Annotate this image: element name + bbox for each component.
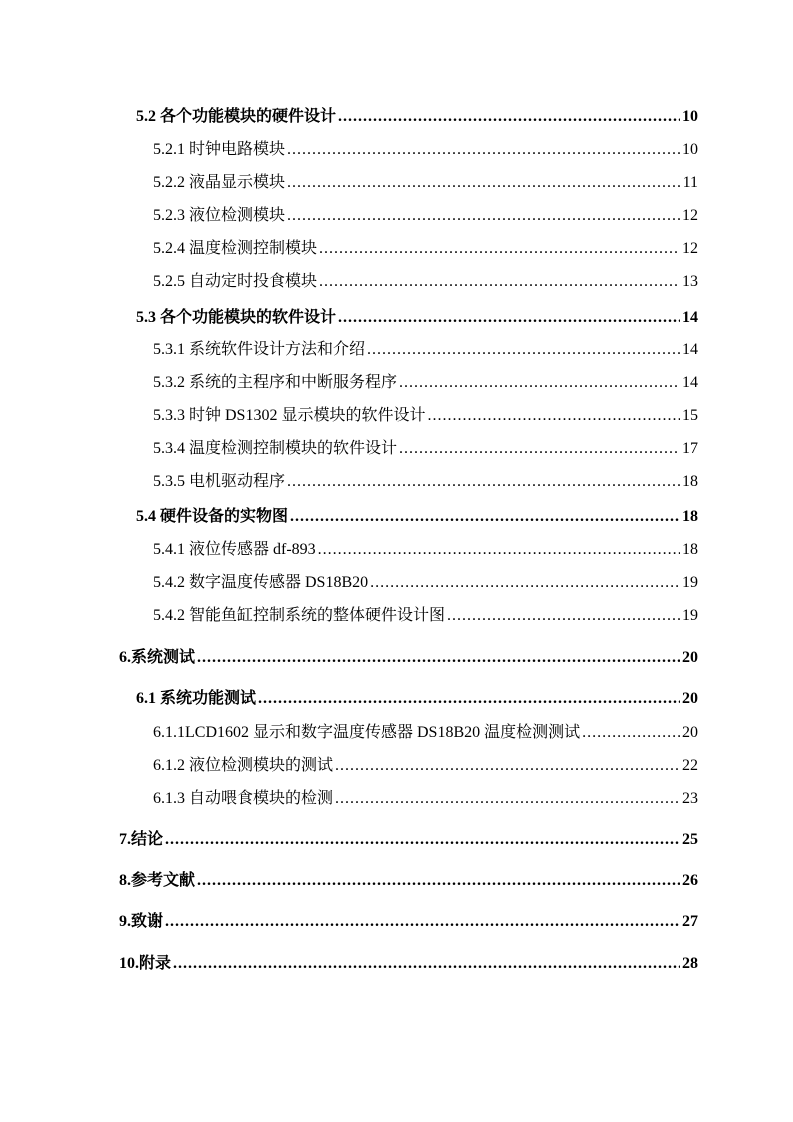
- dot-leader: [367, 338, 680, 362]
- toc-entry-page: 14: [682, 374, 698, 391]
- dot-leader: [427, 404, 680, 428]
- toc-entry-title: 5.3.3 时钟 DS1302 显示模块的软件设计: [153, 407, 426, 424]
- toc-entry-title: 6.1.2 液位检测模块的测试: [153, 757, 334, 774]
- dot-leader: [370, 571, 680, 595]
- dot-leader: [287, 138, 680, 162]
- toc-entry-5-3-3[interactable]: [153, 404, 698, 428]
- toc-entry-title: 6.1.1LCD1602 显示和数字温度传感器 DS18B20 温度检测测试: [153, 724, 581, 741]
- dot-leader: [447, 604, 680, 628]
- dot-leader: [287, 171, 681, 195]
- toc-entry-title: 5.3 各个功能模块的软件设计: [136, 309, 337, 326]
- toc-entry-title: 5.2.5 自动定时投食模块: [153, 273, 318, 290]
- toc-entry-9[interactable]: [119, 910, 698, 934]
- dot-leader: [335, 754, 680, 778]
- toc-entry-page: 17: [682, 440, 698, 457]
- toc-entry-6-1-2[interactable]: [153, 754, 698, 778]
- toc-entry-page: 19: [682, 607, 698, 624]
- toc-entry-title: 5.2.2 液晶显示模块: [153, 174, 286, 191]
- toc-entry-5-3-5[interactable]: [153, 470, 698, 494]
- toc-entry-6-1[interactable]: [136, 687, 698, 711]
- toc-entry-page: 20: [682, 724, 698, 741]
- toc-entry-10[interactable]: [119, 952, 698, 976]
- toc-entry-title: 5.3.1 系统软件设计方法和介绍: [153, 341, 366, 358]
- toc-entry-5-4[interactable]: [136, 505, 698, 529]
- toc-entry-title: 10.附录: [119, 955, 172, 972]
- dot-leader: [290, 505, 680, 529]
- toc-entry-title: 5.2.4 温度检测控制模块: [153, 240, 318, 257]
- toc-entry-page: 13: [682, 273, 698, 290]
- dot-leader: [399, 437, 680, 461]
- toc-entry-title: 5.3.2 系统的主程序和中断服务程序: [153, 374, 398, 391]
- dot-leader: [319, 270, 680, 294]
- toc-entry-title: 6.系统测试: [119, 649, 196, 666]
- toc-entry-6[interactable]: [119, 646, 698, 670]
- toc-entry-title: 5.3.4 温度检测控制模块的软件设计: [153, 440, 398, 457]
- toc-entry-6-1-1[interactable]: [153, 721, 698, 745]
- dot-leader: [319, 237, 680, 261]
- toc-entry-page: 22: [682, 757, 698, 774]
- toc-entry-page: 10: [682, 108, 698, 125]
- toc-entry-page: 26: [682, 872, 698, 889]
- toc-entry-title: 6.1.3 自动喂食模块的检测: [153, 790, 334, 807]
- toc-entry-page: 20: [682, 649, 698, 666]
- dot-leader: [338, 306, 680, 330]
- toc-entry-5-3-4[interactable]: [153, 437, 698, 461]
- toc-entry-page: 14: [682, 309, 698, 326]
- dot-leader: [197, 646, 680, 670]
- toc-entry-title: 5.4.1 液位传感器 df-893: [153, 541, 316, 558]
- toc-entry-5-2-2[interactable]: [153, 171, 698, 195]
- toc-entry-title: 8.参考文献: [119, 872, 196, 889]
- toc-entry-title: 5.3.5 电机驱动程序: [153, 473, 286, 490]
- toc-entry-page: 25: [682, 831, 698, 848]
- toc-entry-5-3[interactable]: [136, 306, 698, 330]
- toc-entry-page: 27: [682, 913, 698, 930]
- dot-leader: [165, 828, 680, 852]
- toc-entry-page: 28: [682, 955, 698, 972]
- toc-entry-5-4-2b[interactable]: [153, 604, 698, 628]
- toc-entry-7[interactable]: [119, 828, 698, 852]
- dot-leader: [338, 105, 680, 129]
- dot-leader: [258, 687, 680, 711]
- toc-entry-5-4-2[interactable]: [153, 571, 698, 595]
- toc-entry-8[interactable]: [119, 869, 698, 893]
- toc-entry-title: 5.2.3 液位检测模块: [153, 207, 286, 224]
- toc-entry-5-3-2[interactable]: [153, 371, 698, 395]
- dot-leader: [318, 538, 680, 562]
- toc-entry-page: 11: [682, 174, 698, 191]
- toc-entry-title: 5.4.2 数字温度传感器 DS18B20: [153, 574, 369, 591]
- toc-entry-page: 18: [682, 473, 698, 490]
- toc-entry-5-2[interactable]: [136, 105, 698, 129]
- toc-entry-5-3-1[interactable]: [153, 338, 698, 362]
- toc-entry-title: 7.结论: [119, 831, 164, 848]
- dot-leader: [582, 721, 680, 745]
- toc-entry-page: 10: [682, 141, 698, 158]
- toc-entry-title: 5.2.1 时钟电路模块: [153, 141, 286, 158]
- toc-entry-5-2-1[interactable]: [153, 138, 698, 162]
- dot-leader: [173, 952, 680, 976]
- toc-entry-page: 12: [682, 207, 698, 224]
- toc-entry-page: 12: [682, 240, 698, 257]
- toc-entry-5-2-3[interactable]: [153, 204, 698, 228]
- toc-entry-title: 5.4 硬件设备的实物图: [136, 508, 289, 525]
- toc-entry-title: 6.1 系统功能测试: [136, 690, 257, 707]
- toc-entry-page: 19: [682, 574, 698, 591]
- toc-entry-page: 20: [682, 690, 698, 707]
- toc-entry-5-4-1[interactable]: [153, 538, 698, 562]
- dot-leader: [165, 910, 680, 934]
- toc-entry-title: 5.4.2 智能鱼缸控制系统的整体硬件设计图: [153, 607, 446, 624]
- dot-leader: [399, 371, 680, 395]
- toc-entry-page: 23: [682, 790, 698, 807]
- toc-entry-5-2-5[interactable]: [153, 270, 698, 294]
- toc-entry-5-2-4[interactable]: [153, 237, 698, 261]
- toc-entry-title: 9.致谢: [119, 913, 164, 930]
- dot-leader: [287, 470, 680, 494]
- toc-entry-page: 18: [682, 508, 698, 525]
- dot-leader: [197, 869, 680, 893]
- toc-entry-6-1-3[interactable]: [153, 787, 698, 811]
- toc-entry-page: 18: [682, 541, 698, 558]
- dot-leader: [335, 787, 680, 811]
- toc-entry-page: 14: [682, 341, 698, 358]
- toc-entry-title: 5.2 各个功能模块的硬件设计: [136, 108, 337, 125]
- dot-leader: [287, 204, 680, 228]
- toc-entry-page: 15: [682, 407, 698, 424]
